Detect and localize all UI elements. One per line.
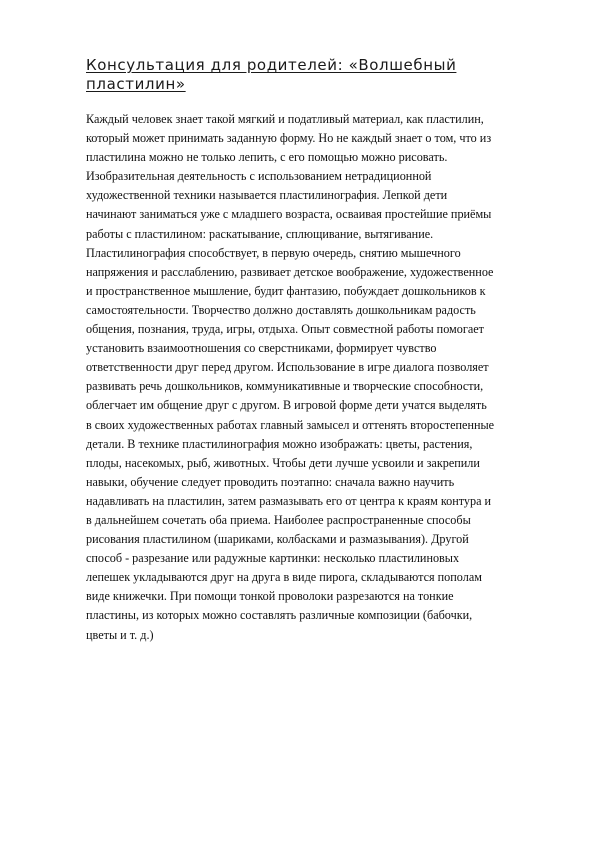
body-line: рисования пластилином (шариками, колбасками и размазывания). Другой <box>86 532 469 547</box>
body-line: надавливать на пластилин, затем размазывать его от центра к краям контура и <box>86 493 492 508</box>
body-line: способ - разрезание или радужные картинки: несколько пластилиновых <box>86 551 460 566</box>
body-line: работы с пластилином: раскатывание, сплющивание, вытягивание. <box>86 226 434 241</box>
title-line: пластилин» <box>86 75 186 93</box>
body-line: лепешек укладываются друг на друга в виде пирога, складываются пополам <box>86 570 482 585</box>
body-line: который может принимать заданную форму. Но не каждый знает о том, что из <box>86 131 492 146</box>
body-line: пластины, из которых можно составлять различные композиции (бабочки, <box>86 608 473 623</box>
body-line: Изобразительная деятельность с использованием нетрадиционной <box>86 169 432 184</box>
body-line: навыки, обучение следует проводить поэтапно: сначала важно научить <box>86 474 455 489</box>
body-paragraph <box>86 110 526 645</box>
body-line: Пластилинография способствует, в первую очередь, снятию мышечного <box>86 245 461 260</box>
body-line: начинают заниматься уже с младшего возраста, осваивая простейшие приёмы <box>86 207 492 222</box>
title-line: Консультация для родителей: «Волшебный <box>86 56 457 74</box>
body-line: Каждый человек знает такой мягкий и податливый материал, как пластилин, <box>86 112 484 126</box>
body-line: облегчает им общение друг с другом. В игровой форме дети учатся выделять <box>86 398 487 413</box>
body-line: напряжения и расслаблению, развивает детское воображение, художественное <box>86 264 494 279</box>
body-line: установить взаимоотношения со сверстниками, формирует чувство <box>86 341 437 356</box>
body-line: самостоятельности. Творчество должно доставлять дошкольникам радость <box>86 302 476 317</box>
document-title <box>86 56 526 94</box>
body-line: в своих художественных работах главный замысел и оттенять второстепенные <box>86 417 495 432</box>
body-line: художественной техники называется пластилинография. Лепкой дети <box>86 188 448 203</box>
body-line: общения, познания, труда, игры, отдыха. Опыт совместной работы помогает <box>86 322 485 337</box>
body-line: пластилина можно не только лепить, с его помощью можно рисовать. <box>86 150 448 165</box>
body-line: и пространственное мышление, будит фантазию, побуждает дошкольников к <box>86 283 486 298</box>
body-line: детали. В технике пластилинография можно изображать: цветы, растения, <box>86 436 473 451</box>
body-line: цветы и т. д.) <box>86 627 154 642</box>
body-line: плоды, насекомых, рыб, животных. Чтобы дети лучше усвоили и закрепили <box>86 455 480 470</box>
body-line: виде книжечки. При помощи тонкой проволоки разрезаются на тонкие <box>86 589 454 604</box>
body-line: ответственности друг перед другом. Использование в игре диалога позволяет <box>86 360 489 375</box>
body-line: в дальнейшем сочетать оба приема. Наиболее распространенные способы <box>86 512 471 527</box>
body-line: развивать речь дошкольников, коммуникативные и творческие способности, <box>86 379 484 394</box>
